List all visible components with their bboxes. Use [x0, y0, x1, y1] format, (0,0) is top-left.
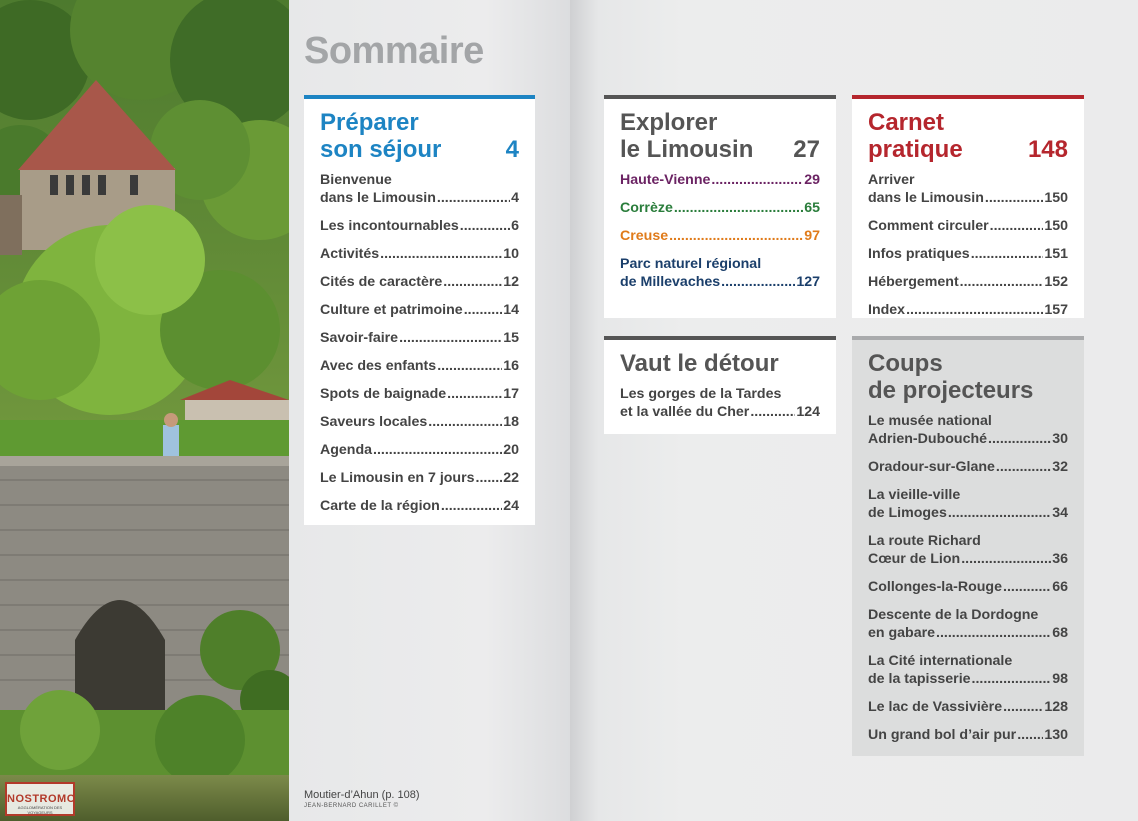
leader-dots	[380, 245, 502, 263]
toc-entry-label: Corrèze	[620, 200, 673, 216]
toc-entry-label: Activités	[320, 246, 380, 262]
leader-dots	[669, 227, 803, 245]
leader-dots	[447, 385, 502, 403]
leader-dots	[674, 199, 803, 217]
toc-entry[interactable]	[320, 441, 519, 459]
toc-entry[interactable]	[320, 273, 519, 291]
toc-entry-page: 152	[1044, 274, 1068, 290]
leader-dots	[476, 469, 503, 487]
toc-entry-page: 68	[1052, 625, 1068, 641]
toc-entry-label: Adrien-Dubouché	[868, 431, 988, 447]
toc-entry-label: Agenda	[320, 442, 373, 458]
toc-entry-page: 127	[796, 274, 820, 290]
toc-entry-page: 29	[804, 172, 820, 188]
toc-list	[620, 171, 820, 291]
toc-entry-page: 14	[503, 302, 519, 318]
toc-entry-label: Savoir-faire	[320, 330, 399, 346]
toc-entry-page: 12	[503, 274, 519, 290]
leader-dots	[972, 670, 1052, 688]
toc-entry-label: dans le Limousin	[320, 190, 436, 206]
toc-entry[interactable]	[868, 486, 1068, 522]
toc-entry[interactable]	[868, 273, 1068, 291]
leader-dots	[721, 273, 795, 291]
leader-dots	[437, 357, 502, 375]
toc-entry-page: 65	[804, 200, 820, 216]
section-preparer	[304, 95, 535, 525]
toc-entry[interactable]	[320, 217, 519, 235]
toc-entry[interactable]	[620, 227, 820, 245]
toc-entry[interactable]	[868, 171, 1068, 207]
toc-entry[interactable]	[320, 413, 519, 431]
toc-entry[interactable]	[320, 469, 519, 487]
toc-entry-page: 128	[1044, 699, 1068, 715]
toc-entry[interactable]	[868, 652, 1068, 688]
leader-dots	[906, 301, 1043, 319]
toc-entry[interactable]	[620, 255, 820, 291]
leader-dots	[988, 430, 1051, 448]
toc-entry-label-line1: Arriver	[868, 172, 915, 188]
toc-entry-label: Avec des enfants	[320, 358, 437, 374]
toc-entry-page: 124	[796, 404, 820, 420]
toc-entry-page: 4	[511, 190, 519, 206]
section-detour	[604, 336, 836, 434]
section-title: Explorer le Limousin	[620, 109, 754, 163]
section-page: 27	[793, 136, 820, 163]
toc-entry-label: Haute-Vienne	[620, 172, 711, 188]
leader-dots	[750, 403, 795, 421]
photo-credit: JEAN-BERNARD CARILLET ©	[304, 803, 399, 809]
toc-entry-page: 66	[1052, 579, 1068, 595]
toc-entry-label: Collonges-la-Rouge	[868, 579, 1002, 595]
toc-entry-label-line1: Le musée national	[868, 413, 992, 429]
page-title: Sommaire	[304, 30, 484, 72]
leader-dots	[443, 273, 502, 291]
toc-entry-label: dans le Limousin	[868, 190, 984, 206]
toc-entry-label-line1: Les gorges de la Tardes	[620, 386, 782, 402]
toc-entry-label: Oradour-sur-Glane	[868, 459, 995, 475]
toc-entry[interactable]	[320, 245, 519, 263]
toc-entry-label: Cités de caractère	[320, 274, 443, 290]
toc-entry-page: 18	[503, 414, 519, 430]
toc-entry-label: Le Limousin en 7 jours	[320, 470, 475, 486]
toc-entry[interactable]	[320, 385, 519, 403]
toc-entry-label-line1: Parc naturel régional	[620, 256, 762, 272]
section-title: Vaut le détour	[620, 350, 779, 377]
toc-entry-page: 32	[1052, 459, 1068, 475]
toc-entry[interactable]	[868, 726, 1068, 744]
toc-entry-label-line1: Bienvenue	[320, 172, 392, 188]
toc-entry-label: Spots de baignade	[320, 386, 447, 402]
toc-entry-label: Cœur de Lion	[868, 551, 961, 567]
toc-entry[interactable]	[320, 329, 519, 347]
leader-dots	[711, 171, 803, 189]
toc-entry-page: 15	[503, 330, 519, 346]
leader-dots	[948, 504, 1051, 522]
toc-entry[interactable]	[868, 606, 1068, 642]
toc-entry[interactable]	[320, 301, 519, 319]
toc-entry[interactable]	[868, 458, 1068, 476]
toc-entry[interactable]	[320, 171, 519, 207]
toc-entry-page: 36	[1052, 551, 1068, 567]
toc-entry-label: de Limoges	[868, 505, 947, 521]
leader-dots	[464, 301, 503, 319]
toc-entry[interactable]	[868, 412, 1068, 448]
cover-photo	[0, 0, 289, 821]
section-carnet	[852, 95, 1084, 318]
toc-entry-page: 20	[503, 442, 519, 458]
leader-dots	[1003, 698, 1043, 716]
toc-entry-label: Le lac de Vassivière	[868, 699, 1003, 715]
toc-entry-page: 34	[1052, 505, 1068, 521]
toc-entry-page: 157	[1044, 302, 1068, 318]
toc-entry[interactable]	[320, 497, 519, 515]
toc-entry-page: 22	[503, 470, 519, 486]
toc-entry-page: 16	[503, 358, 519, 374]
toc-entry-label-line1: Descente de la Dordogne	[868, 607, 1039, 623]
leader-dots	[460, 217, 510, 235]
toc-entry-page: 24	[503, 498, 519, 514]
toc-list	[320, 171, 519, 515]
toc-entry-label-line1: La vieille-ville	[868, 487, 961, 503]
toc-entry[interactable]	[620, 199, 820, 217]
toc-entry[interactable]	[868, 532, 1068, 568]
leader-dots	[936, 624, 1051, 642]
toc-entry-label-line1: La Cité internationale	[868, 653, 1013, 669]
leader-dots	[1017, 726, 1043, 744]
leader-dots	[399, 329, 502, 347]
section-explorer	[604, 95, 836, 318]
toc-entry[interactable]	[868, 245, 1068, 263]
toc-entry-label: Infos pratiques	[868, 246, 970, 262]
leader-dots	[428, 413, 502, 431]
toc-entry[interactable]	[868, 698, 1068, 716]
toc-entry-label: Culture et patrimoine	[320, 302, 463, 318]
leader-dots	[373, 441, 502, 459]
toc-entry-page: 30	[1052, 431, 1068, 447]
toc-entry-label: de Millevaches	[620, 274, 721, 290]
photo-caption: Moutier-d’Ahun (p. 108)	[304, 789, 420, 801]
section-title: Coups de projecteurs	[868, 350, 1034, 404]
toc-entry-page: 6	[511, 218, 519, 234]
toc-entry-label: Comment circuler	[868, 218, 989, 234]
leader-dots	[437, 189, 510, 207]
toc-entry-page: 98	[1052, 671, 1068, 687]
section-title: Carnet pratique	[868, 109, 963, 163]
toc-entry-label-line1: La route Richard	[868, 533, 981, 549]
toc-entry-page: 150	[1044, 190, 1068, 206]
toc-entry-page: 10	[503, 246, 519, 262]
toc-entry[interactable]	[620, 171, 820, 189]
section-page: 4	[505, 136, 519, 163]
toc-entry-page: 150	[1044, 218, 1068, 234]
toc-entry-label: en gabare	[868, 625, 936, 641]
section-page: 148	[1027, 136, 1068, 163]
toc-entry[interactable]	[868, 578, 1068, 596]
toc-entry-label: et la vallée du Cher	[620, 404, 750, 420]
leader-dots	[441, 497, 502, 515]
toc-entry-label: Carte de la région	[320, 498, 440, 514]
toc-entry-label: de la tapisserie	[868, 671, 971, 687]
leader-dots	[1003, 578, 1051, 596]
toc-entry[interactable]	[620, 385, 820, 421]
toc-entry-label: Creuse	[620, 228, 669, 244]
toc-entry-page: 130	[1044, 727, 1068, 743]
toc-entry-label: Hébergement	[868, 274, 959, 290]
leader-dots	[985, 189, 1043, 207]
section-title: Préparer son séjour	[320, 109, 442, 163]
toc-entry-label: Saveurs locales	[320, 414, 428, 430]
publisher-logo: NOSTROMO AGGLOMÉRATION DES VOYAGEURS	[5, 782, 75, 816]
toc-entry[interactable]	[868, 217, 1068, 235]
toc-entry-label: Les incontournables	[320, 218, 459, 234]
section-coups	[852, 336, 1084, 756]
toc-list	[868, 171, 1068, 319]
leader-dots	[961, 550, 1051, 568]
leader-dots	[960, 273, 1044, 291]
leader-dots	[971, 245, 1044, 263]
leader-dots	[990, 217, 1044, 235]
toc-entry-page: 97	[804, 228, 820, 244]
toc-entry-page: 151	[1044, 246, 1068, 262]
toc-entry-label: Index	[868, 302, 906, 318]
toc-entry[interactable]	[320, 357, 519, 375]
leader-dots	[996, 458, 1051, 476]
toc-entry-label: Un grand bol d’air pur	[868, 727, 1017, 743]
toc-list	[868, 412, 1068, 744]
toc-list	[620, 385, 820, 421]
toc-entry[interactable]	[868, 301, 1068, 319]
toc-entry-page: 17	[503, 386, 519, 402]
